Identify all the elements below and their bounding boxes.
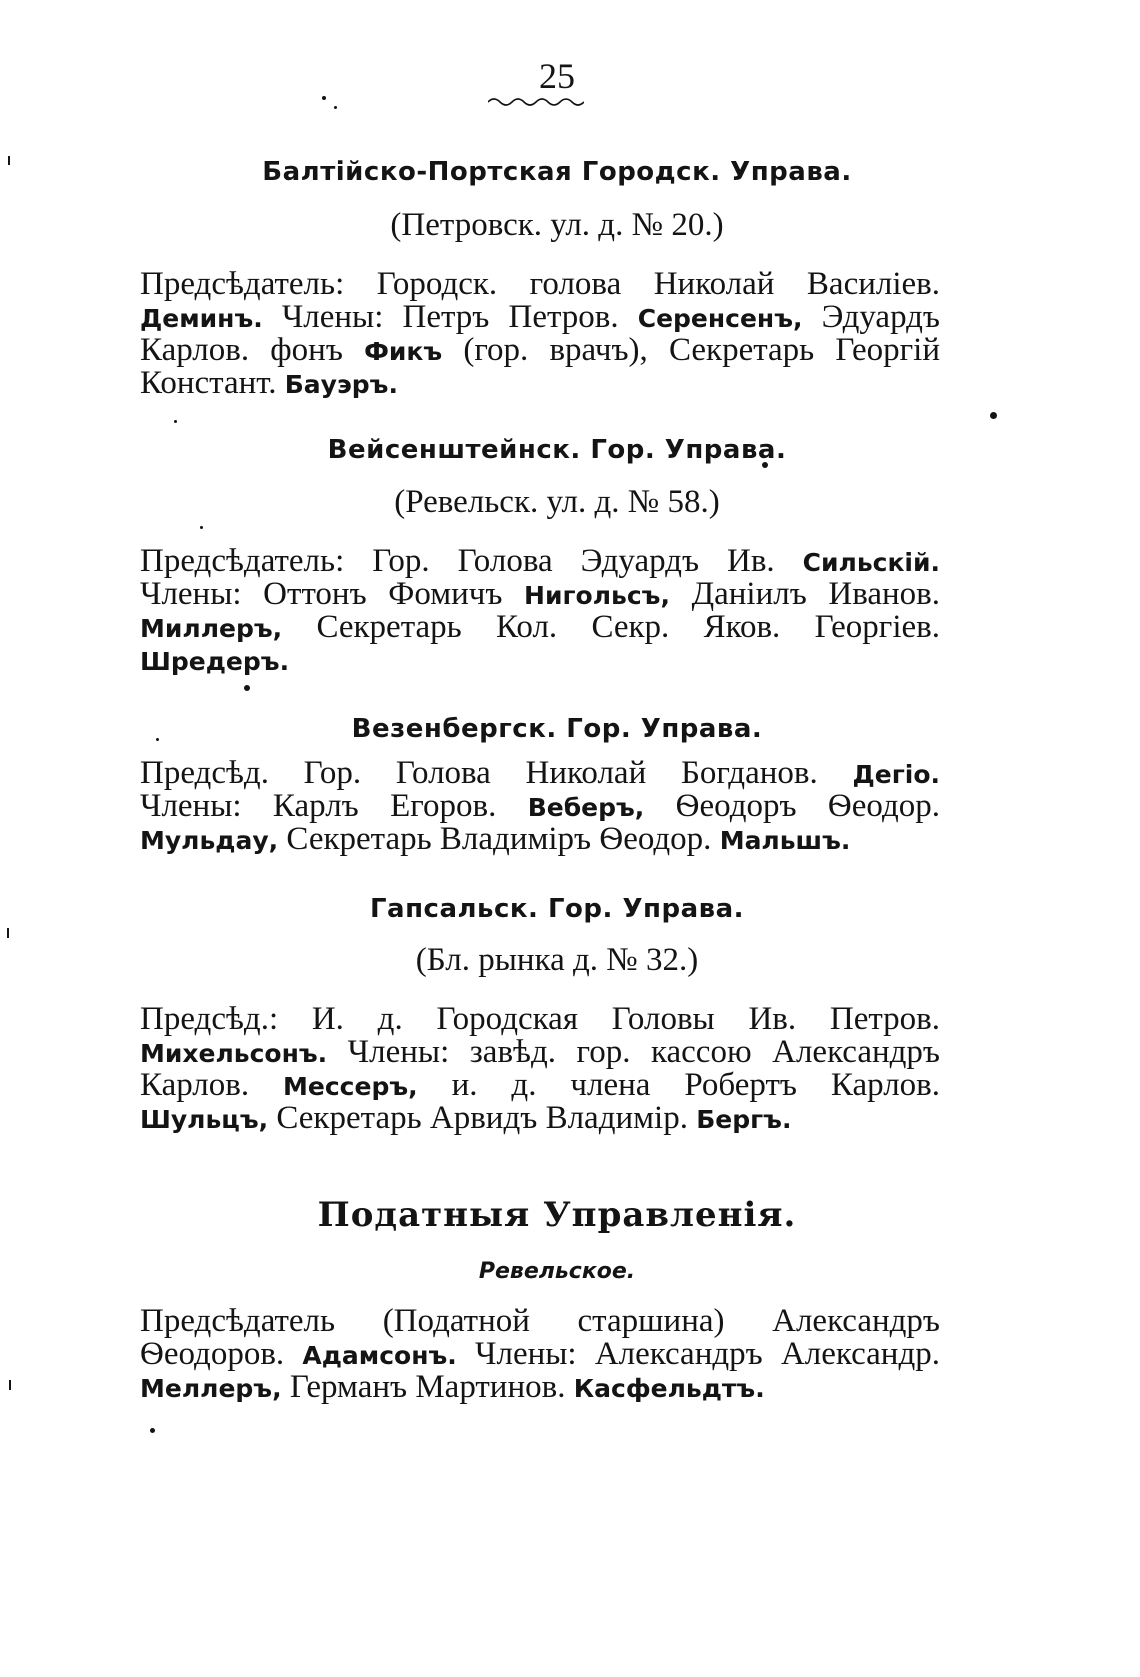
body-text: Предсѣд. Гор. Голова Николай Богданов. [140, 755, 853, 791]
surname-text: Мессеръ, [283, 1072, 418, 1101]
tax-section-title: Податныя Управленія. [317, 1195, 797, 1235]
margin-mark [9, 1380, 11, 1390]
scan-speck [200, 526, 203, 529]
text-line [140, 823, 940, 856]
scan-speck [244, 685, 250, 691]
text-line [140, 1036, 940, 1069]
text-line [140, 1305, 940, 1338]
surname-text: Нигольсъ, [524, 581, 670, 610]
scan-speck [150, 1428, 155, 1433]
body-text: Констант. [140, 365, 285, 401]
section-heading: Балтійско-Портская Городск. Управа. [262, 157, 852, 187]
surname-text: Адамсонъ. [302, 1341, 457, 1370]
body-text: Члены: Петръ Петров. [262, 299, 638, 335]
scan-speck [322, 96, 326, 100]
section-address: (Ревельск. ул. д. № 58.) [394, 484, 720, 520]
surname-text: Мальшъ. [719, 826, 851, 855]
surname-text: Меллеръ, [140, 1374, 282, 1403]
body-text: Секретарь Владиміръ Ѳеодор. [278, 821, 720, 857]
text-line [140, 790, 940, 823]
surname-text: Бауэръ. [284, 370, 398, 399]
squiggle-ornament [488, 96, 584, 106]
surname-text: Михельсонъ. [140, 1039, 328, 1068]
scan-speck [990, 412, 997, 419]
body-text: Члены: Оттонъ Фомичъ [140, 576, 525, 612]
surname-text: Деминъ. [140, 304, 263, 333]
body-text: Члены: Александръ Александр. [456, 1336, 940, 1372]
surname-text: Фикъ [364, 337, 443, 366]
section-address: (Бл. рынка д. № 32.) [415, 942, 699, 978]
section-heading: Гапсальск. Гор. Управа. [369, 894, 744, 924]
section-paragraph [140, 545, 940, 677]
body-text: Члены: Карлъ Егоров. [140, 788, 528, 824]
body-text: (гор. врачъ), Секретарь Георгій [442, 332, 940, 368]
text-line [140, 757, 940, 790]
body-text: Эдуардъ [802, 299, 940, 335]
section-paragraph [140, 1003, 940, 1135]
surname-text: Веберъ, [527, 793, 645, 822]
surname-text: Мульдау, [140, 826, 279, 855]
body-text: Предсѣдатель (Податной старшина) Александръ [140, 1303, 940, 1339]
surname-text: Миллеръ, [140, 614, 283, 643]
tax-section-subtitle: Ревельское. [478, 1259, 636, 1284]
body-text: Карлов. [140, 1067, 284, 1103]
surname-text: Касфельдтъ. [573, 1374, 765, 1403]
surname-text: Дегіо. [852, 760, 940, 789]
text-line [140, 1003, 940, 1036]
surname-text: Шульцъ, [140, 1105, 269, 1134]
text-line [140, 367, 940, 400]
body-text: Ѳеодоров. [140, 1336, 303, 1372]
text-line [140, 268, 940, 301]
text-line [140, 1102, 940, 1135]
text-line [140, 611, 940, 644]
body-text: и. д. члена Робертъ Карлов. [417, 1067, 940, 1103]
text-line [140, 545, 940, 578]
section-heading: Везенбергск. Гор. Управа. [351, 714, 763, 744]
surname-text: Шредеръ. [140, 647, 290, 676]
section-paragraph [140, 268, 940, 400]
body-text: Секретарь Кол. Секр. Яков. Георгіев. [282, 609, 940, 645]
text-line [140, 578, 940, 611]
body-text: Предсѣдатель: Городск. голова Николай Василіев. [140, 266, 940, 302]
surname-text: Сильскій. [802, 548, 940, 577]
surname-text: Бергъ. [696, 1105, 792, 1134]
section-paragraph [140, 757, 940, 856]
body-text: Даніилъ Иванов. [669, 576, 940, 612]
text-line [140, 334, 940, 367]
page-number: 25 [539, 56, 575, 96]
text-line [140, 1069, 940, 1102]
margin-mark [7, 928, 9, 938]
tax-paragraph [140, 1305, 940, 1404]
body-text: Члены: завѣд. гор. кассою Александръ [327, 1034, 940, 1070]
body-text: Карлов. фонъ [140, 332, 365, 368]
body-text: Германъ Мартинов. [281, 1369, 574, 1405]
scan-speck [334, 106, 337, 109]
section-address: (Петровск. ул. д. № 20.) [390, 207, 724, 243]
section-heading: Вейсенштейнск. Гор. Управа. [327, 435, 787, 465]
text-line [140, 301, 940, 334]
text-line [140, 1338, 940, 1371]
body-text: Ѳеодоръ Ѳеодор. [644, 788, 940, 824]
surname-text: Серенсенъ, [637, 304, 803, 333]
body-text: Секретарь Арвидъ Владимір. [268, 1100, 697, 1136]
text-line [140, 644, 940, 677]
scan-speck [174, 420, 177, 423]
body-text: Предсѣд.: И. д. Городская Головы Ив. Петров. [140, 1001, 940, 1037]
text-line [140, 1371, 940, 1404]
body-text: Предсѣдатель: Гор. Голова Эдуардъ Ив. [140, 543, 803, 579]
